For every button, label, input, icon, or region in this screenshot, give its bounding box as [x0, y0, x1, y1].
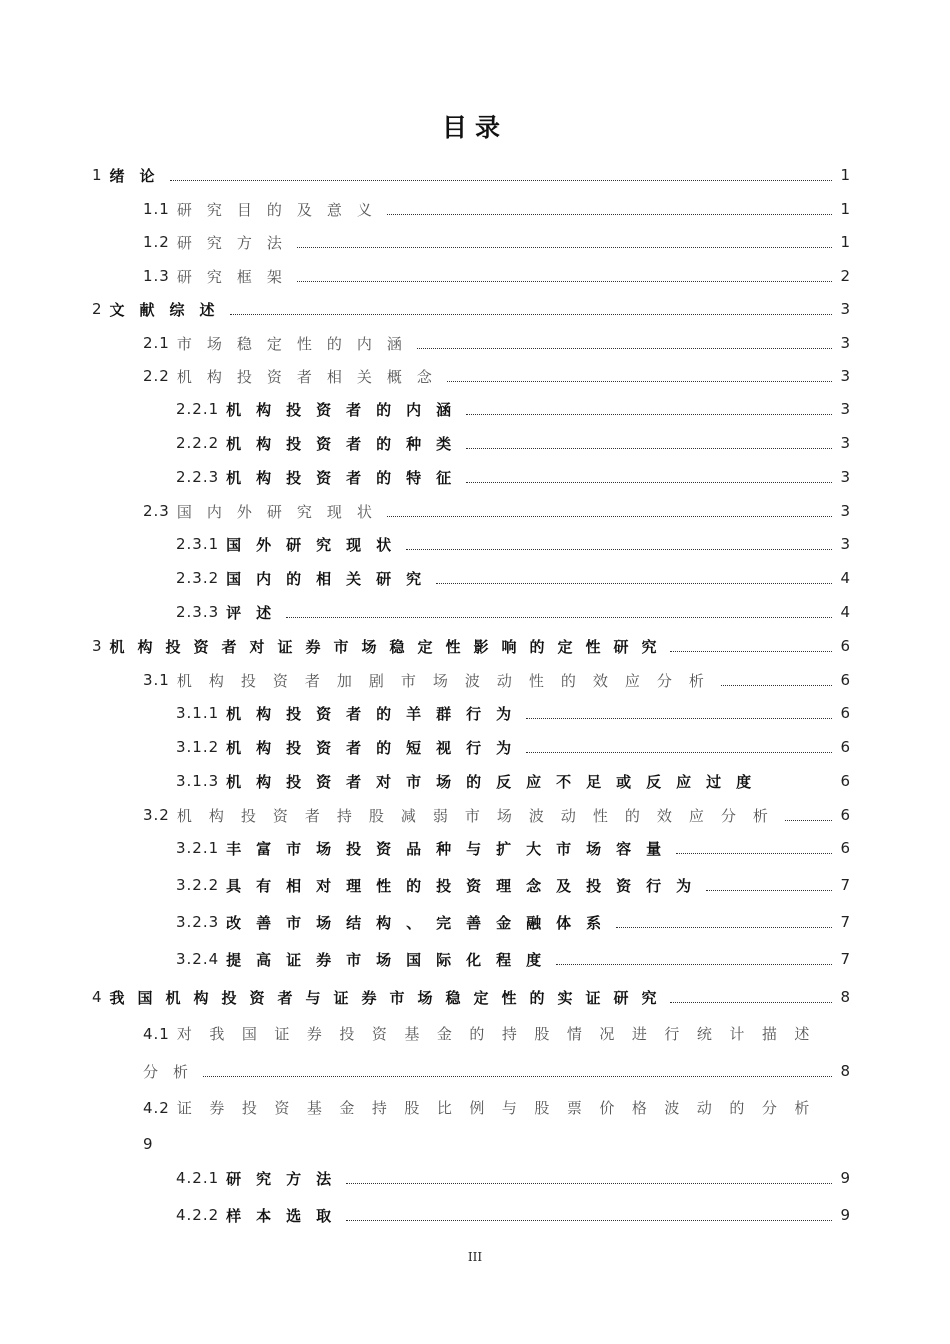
toc-page: 3: [840, 300, 850, 318]
toc-page: 3: [840, 468, 850, 486]
toc-entry[interactable]: [176, 701, 850, 725]
dot-leader: [670, 651, 832, 652]
toc-page: 6: [840, 704, 850, 722]
toc-page: 4: [840, 569, 850, 587]
toc-number: 2.3.1: [176, 535, 220, 553]
toc-text: 机构投资者持股减弱市场波动性的效应分析: [176, 806, 785, 825]
dot-leader: [203, 1076, 832, 1077]
toc-entry[interactable]: [176, 769, 850, 793]
dot-leader: [230, 314, 832, 315]
toc-text: 机构投资者的羊群行为: [226, 704, 527, 723]
dot-leader: [526, 752, 832, 753]
toc-text: 机构投资者的内涵: [226, 400, 467, 419]
toc-entry[interactable]: [143, 668, 850, 692]
toc-entry[interactable]: [176, 873, 850, 897]
toc-text: 机构投资者对市场的反应不足或反应过度: [226, 772, 767, 791]
dot-leader: [670, 1002, 832, 1003]
dot-leader: [346, 1183, 832, 1184]
toc-number: 1: [92, 166, 103, 184]
toc-entry[interactable]: [92, 634, 850, 658]
dot-leader: [436, 583, 832, 584]
toc-number: 2.2.2: [176, 434, 220, 452]
toc-text: 研究框架: [176, 267, 297, 286]
toc-number: 2.1: [143, 334, 170, 352]
toc-entry[interactable]: [176, 947, 850, 971]
toc-number: 2.2.1: [176, 400, 220, 418]
toc-page: 7: [840, 913, 850, 931]
toc-text: 机构投资者的种类: [226, 434, 467, 453]
toc-text: 文献综述: [109, 300, 230, 319]
toc-text: 机构投资者相关概念: [176, 367, 447, 386]
toc-page: 2: [840, 267, 850, 285]
toc-text: 提高证券市场国际化程度: [226, 950, 557, 969]
toc-number: 3.2.1: [176, 839, 220, 857]
toc-text: 丰富市场投资品种与扩大市场容量: [226, 839, 677, 858]
dot-leader: [170, 180, 832, 181]
toc-entry[interactable]: [143, 230, 850, 254]
dot-leader: [387, 214, 832, 215]
toc-page: 3: [840, 502, 850, 520]
toc-page: 3: [840, 400, 850, 418]
toc-entry[interactable]: [176, 910, 850, 934]
toc-entry[interactable]: [143, 197, 850, 221]
toc-text: 研究方法: [226, 1169, 347, 1188]
toc-page: 3: [840, 367, 850, 385]
toc-text: 国内外研究现状: [176, 502, 387, 521]
toc-number: 2.2: [143, 367, 170, 385]
toc-text: 绪论: [109, 166, 170, 185]
toc-entry[interactable]: [176, 600, 850, 624]
toc-text: 国外研究现状: [226, 535, 407, 554]
toc-number: 3.1.2: [176, 738, 220, 756]
toc-entry[interactable]: [143, 499, 850, 523]
dot-leader: [417, 348, 832, 349]
dot-leader: [286, 617, 832, 618]
toc-entry[interactable]: [176, 735, 850, 759]
toc-page: 9: [143, 1135, 153, 1153]
toc-page: 7: [840, 876, 850, 894]
toc-page: 6: [840, 671, 850, 689]
toc-number: 4.2.2: [176, 1206, 220, 1224]
toc-entry[interactable]: [92, 163, 850, 187]
toc-text: 证券投资基金持股比例与股票价格波动的分析: [176, 1099, 827, 1117]
toc-number: 3.2: [143, 806, 170, 824]
toc-page: 3: [840, 334, 850, 352]
toc-page: 1: [840, 200, 850, 218]
toc-page: 1: [840, 166, 850, 184]
dot-leader: [297, 281, 832, 282]
toc-entry[interactable]: [143, 264, 850, 288]
toc-text: 评述: [226, 603, 287, 622]
toc-page: 6: [840, 772, 850, 790]
toc-number: 2.3.2: [176, 569, 220, 587]
dot-leader: [466, 482, 832, 483]
toc-entry[interactable]: [92, 297, 850, 321]
toc-number: 2: [92, 300, 103, 318]
dot-leader: [346, 1220, 832, 1221]
toc-text: 机构投资者的特征: [226, 468, 467, 487]
toc-number: 1.2: [143, 233, 170, 251]
toc-text-continued: 分析: [143, 1062, 204, 1081]
toc-entry[interactable]: [143, 803, 850, 827]
toc-text: 机构投资者对证券市场稳定性影响的定性研究: [109, 637, 670, 656]
toc-entry[interactable]: [176, 397, 850, 421]
toc-text: 国内的相关研究: [226, 569, 437, 588]
dot-leader: [556, 964, 832, 965]
toc-number: 1.1: [143, 200, 170, 218]
toc-entry[interactable]: [143, 364, 850, 388]
toc-page: 6: [840, 637, 850, 655]
toc-number: 3: [92, 637, 103, 655]
toc-page: 6: [840, 738, 850, 756]
toc-text: 研究方法: [176, 233, 297, 252]
toc-number: 2.3.3: [176, 603, 220, 621]
dot-leader: [526, 718, 832, 719]
toc-page: 9: [840, 1169, 850, 1187]
dot-leader: [387, 516, 832, 517]
toc-number: 3.2.3: [176, 913, 220, 931]
dot-leader: [466, 448, 832, 449]
toc-entry[interactable]: [176, 836, 850, 860]
toc-text: 我国机构投资者与证券市场稳定性的实证研究: [109, 988, 670, 1007]
dot-leader: [466, 414, 832, 415]
toc-number: 3.1.1: [176, 704, 220, 722]
toc-page: 6: [840, 806, 850, 824]
toc-entry-line1[interactable]: [143, 1096, 827, 1120]
toc-entry[interactable]: [176, 1166, 850, 1190]
toc-text: 机构投资者加剧市场波动性的效应分析: [176, 671, 721, 690]
toc-number: 1.3: [143, 267, 170, 285]
toc-page: 6: [840, 839, 850, 857]
toc-number: 4: [92, 988, 103, 1006]
toc-page: 1: [840, 233, 850, 251]
dot-leader: [676, 853, 832, 854]
toc-page: 8: [840, 1062, 850, 1080]
dot-leader: [721, 685, 832, 686]
toc-page: 9: [840, 1206, 850, 1224]
dot-leader: [297, 247, 832, 248]
toc-text: 对我国证券投资基金的持股情况进行统计描述: [176, 1025, 827, 1043]
toc-number: 4.1: [143, 1025, 170, 1043]
toc-entry[interactable]: [176, 431, 850, 455]
toc-page: 3: [840, 434, 850, 452]
toc-page: 3: [840, 535, 850, 553]
toc-entry[interactable]: [176, 1203, 850, 1227]
toc-page: 8: [840, 988, 850, 1006]
toc-entry[interactable]: [176, 566, 850, 590]
page-title: 目录: [441, 113, 508, 142]
toc-number: 3.2.4: [176, 950, 220, 968]
toc-number: 2.3: [143, 502, 170, 520]
toc-number: 4.2.1: [176, 1169, 220, 1187]
toc-text: 机构投资者的短视行为: [226, 738, 527, 757]
page-number-footer: III: [467, 1250, 483, 1264]
toc-number: 2.2.3: [176, 468, 220, 486]
toc-number: 3.2.2: [176, 876, 220, 894]
toc-text: 研究目的及意义: [176, 200, 387, 219]
toc-entry-line2[interactable]: [143, 1059, 850, 1083]
toc-entry[interactable]: [92, 985, 850, 1009]
dot-leader: [706, 890, 832, 891]
toc-text: 改善市场结构、完善金融体系: [226, 913, 617, 932]
toc-number: 3.1: [143, 671, 170, 689]
toc-number: 3.1.3: [176, 772, 220, 790]
toc-entry-line1[interactable]: [143, 1022, 827, 1046]
toc-text: 样本选取: [226, 1206, 347, 1225]
toc-text: 具有相对理性的投资理念及投资行为: [226, 876, 707, 895]
dot-leader: [785, 820, 832, 821]
dot-leader: [616, 927, 832, 928]
toc-entry[interactable]: [176, 532, 850, 556]
toc-text: 市场稳定性的内涵: [176, 334, 417, 353]
toc-entry[interactable]: [143, 331, 850, 355]
toc-entry[interactable]: [176, 465, 850, 489]
dot-leader: [406, 549, 832, 550]
dot-leader: [447, 381, 832, 382]
toc-page: 4: [840, 603, 850, 621]
toc-number: 4.2: [143, 1099, 170, 1117]
toc-page: 7: [840, 950, 850, 968]
